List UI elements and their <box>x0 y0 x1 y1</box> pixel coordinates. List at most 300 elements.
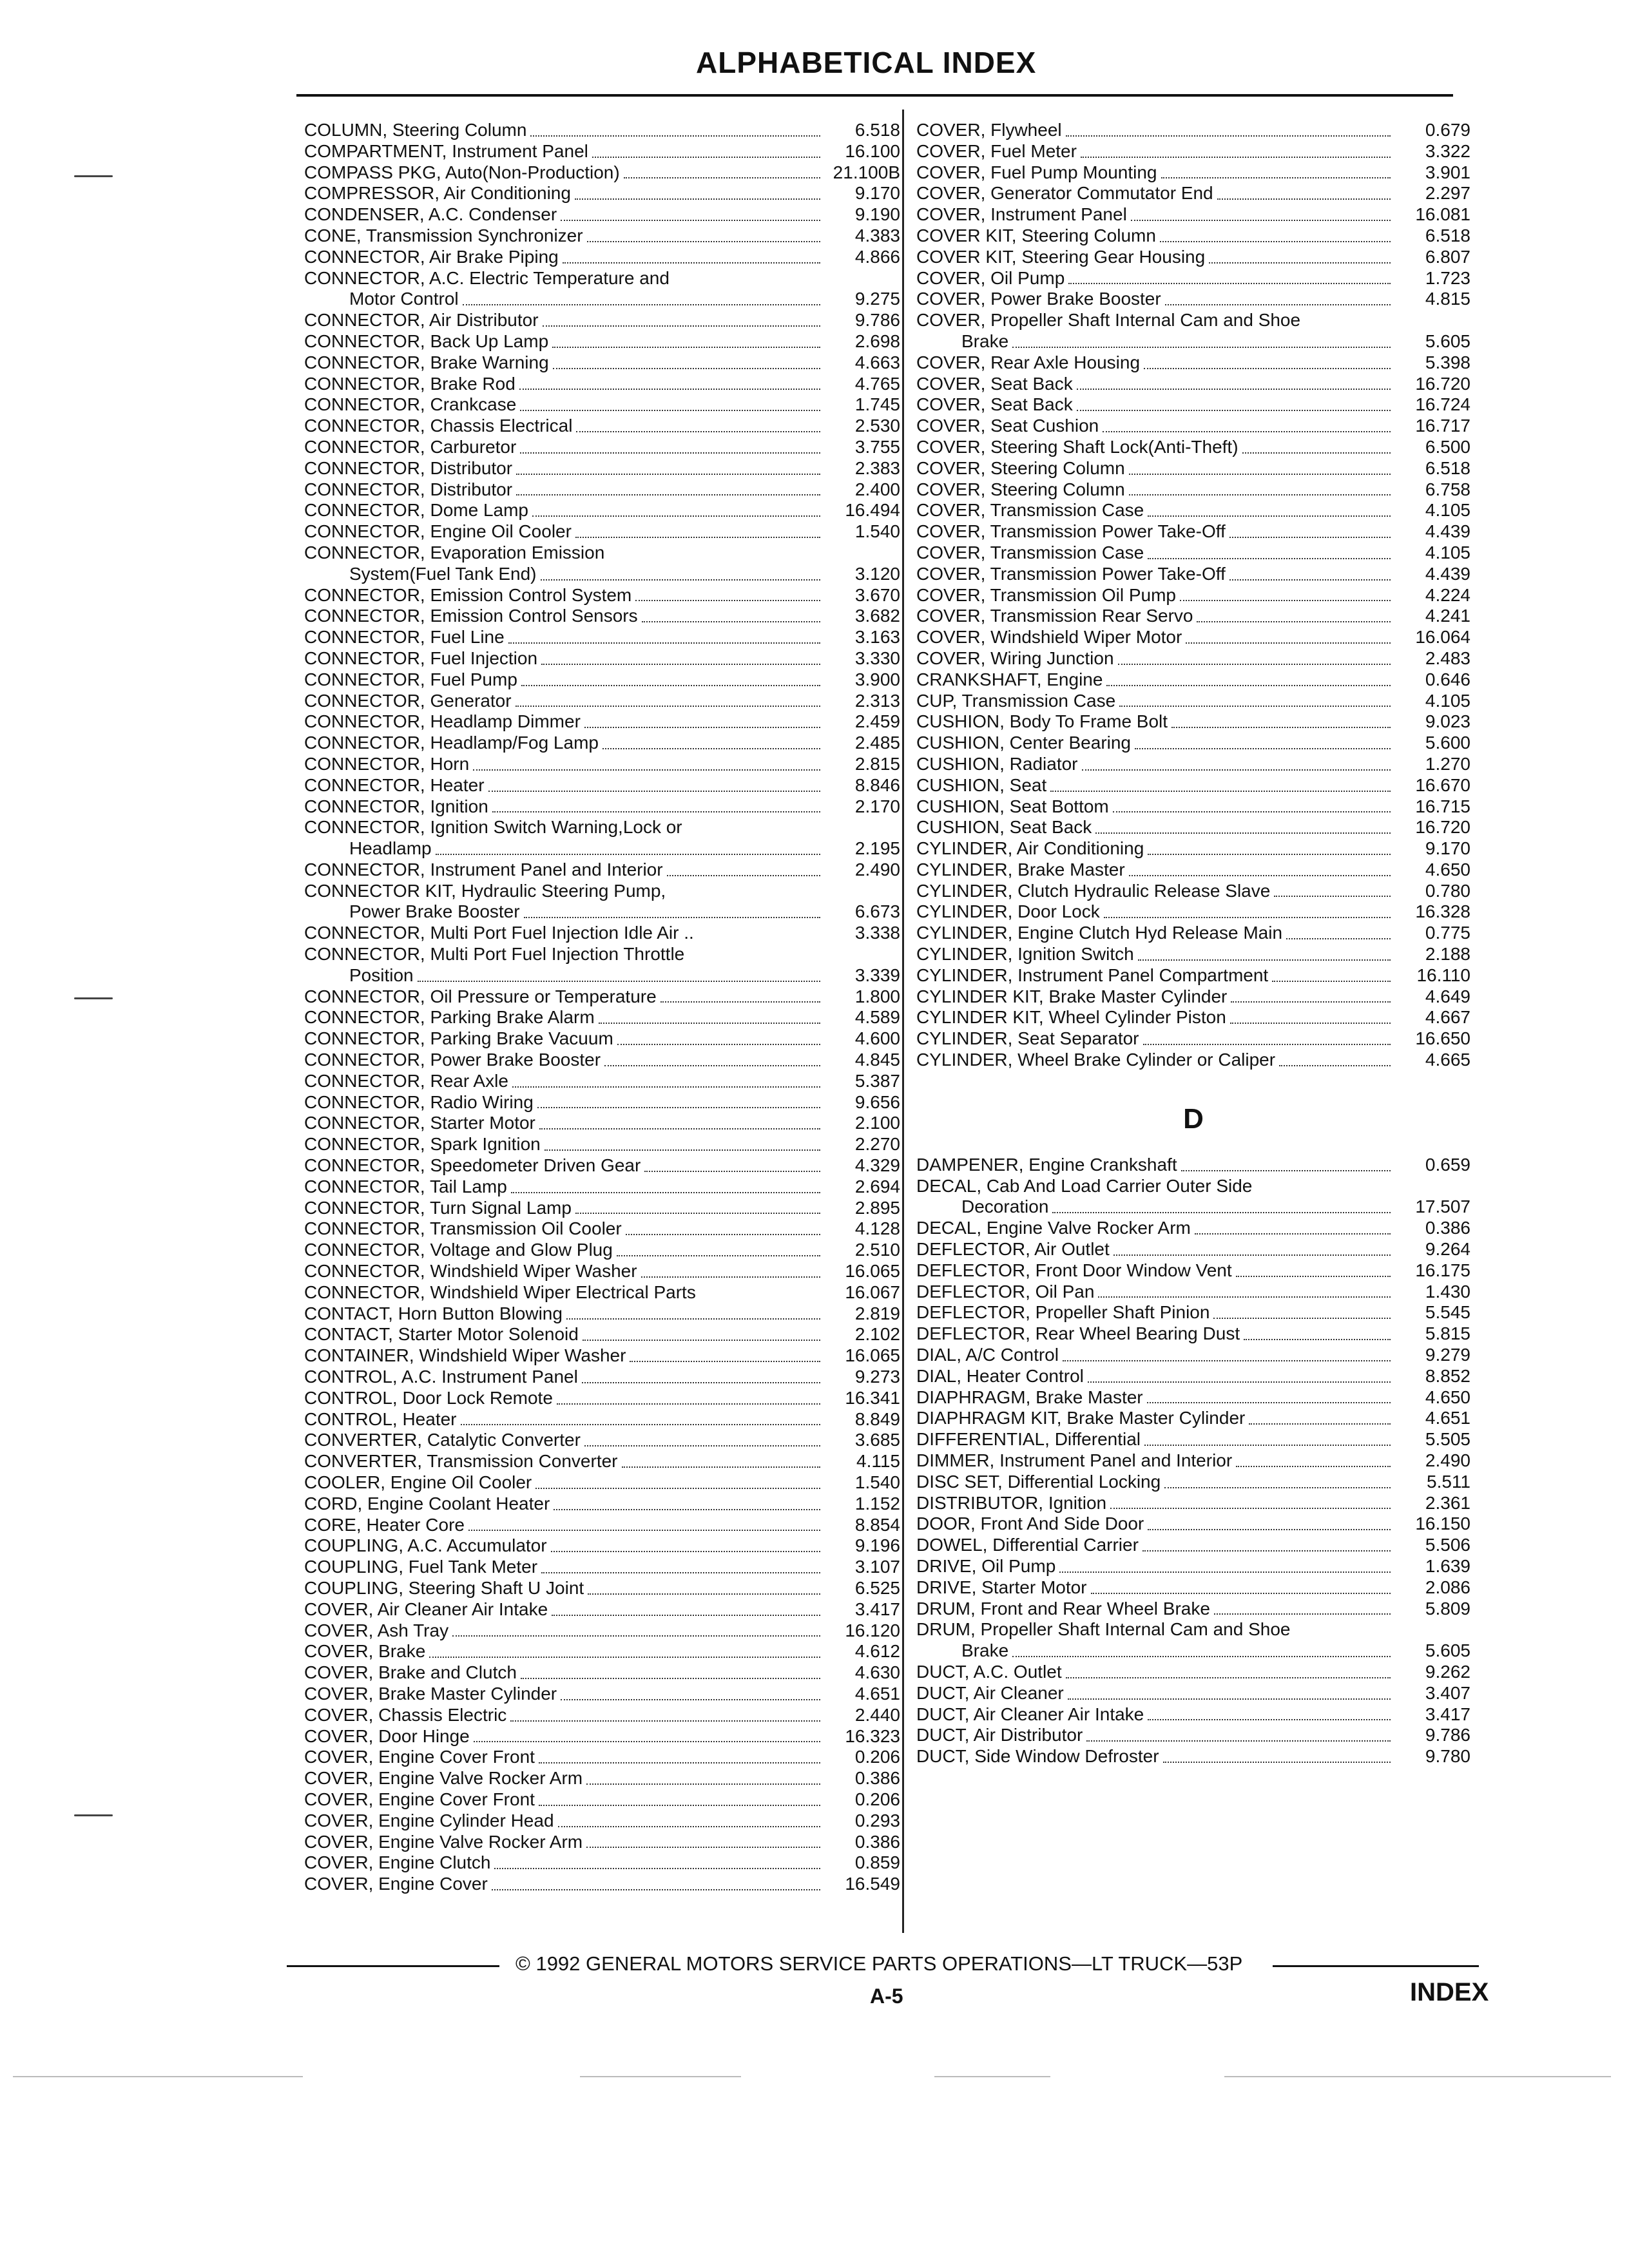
entry-name: DIFFERENTIAL, Differential <box>916 1429 1141 1450</box>
index-entry <box>916 141 1470 162</box>
entry-name: CONNECTOR, Windshield Wiper Electrical Parts <box>304 1282 696 1302</box>
entry-section-ref: 9.656 <box>854 1091 900 1112</box>
index-entry <box>304 1430 900 1451</box>
index-entry <box>304 1303 900 1325</box>
index-entry <box>916 1704 1470 1725</box>
dot-leader <box>1186 642 1391 644</box>
index-entry <box>916 606 1470 627</box>
entry-name: CONE, Transmission Synchronizer <box>304 225 583 245</box>
dot-leader <box>1131 220 1391 221</box>
dot-leader <box>1052 1212 1391 1213</box>
entry-section-ref: 9.275 <box>854 289 900 309</box>
entry-name: COVER, Transmission Power Take-Off <box>916 563 1226 584</box>
index-entry <box>916 1535 1470 1556</box>
index-entry <box>304 1007 900 1028</box>
dot-leader <box>551 1551 820 1552</box>
dot-leader <box>584 1445 820 1446</box>
entry-name: DUCT, A.C. Outlet <box>916 1661 1062 1682</box>
index-entry <box>916 1050 1470 1071</box>
entry-section-ref: 8.846 <box>854 774 900 795</box>
entry-section-ref: 4.765 <box>854 373 900 394</box>
entry-section-ref: 5.600 <box>1425 733 1470 753</box>
entry-section-ref: 4.650 <box>1425 859 1470 879</box>
entry-name: CONNECTOR, Generator <box>304 690 512 711</box>
entry-section-ref: 3.120 <box>854 563 900 584</box>
dot-leader <box>604 1065 820 1066</box>
dot-leader <box>602 748 820 749</box>
index-entry <box>916 1619 1470 1640</box>
entry-section-ref: 2.815 <box>854 753 900 774</box>
scan-edge-line <box>13 2076 303 2077</box>
entry-section-ref: 4.612 <box>854 1641 900 1662</box>
index-entry <box>304 901 900 923</box>
entry-name: COMPARTMENT, Instrument Panel <box>304 140 588 161</box>
index-entry <box>304 1345 900 1367</box>
dot-leader <box>1050 791 1391 792</box>
entry-name: CYLINDER, Seat Separator <box>916 1028 1139 1049</box>
dot-leader <box>545 1149 820 1151</box>
index-entry <box>304 965 900 986</box>
index-entry <box>304 1599 900 1620</box>
entry-name: COVER, Brake <box>304 1641 426 1662</box>
index-entry <box>916 1218 1470 1239</box>
entry-name: COVER, Engine Valve Rocker Arm <box>304 1768 583 1789</box>
dot-leader <box>1148 854 1391 855</box>
dot-leader <box>1063 1360 1391 1361</box>
entry-section-ref: 0.775 <box>1425 923 1470 943</box>
index-entry <box>304 1409 900 1430</box>
scan-edge-line <box>1224 2076 1611 2077</box>
dot-leader <box>1286 938 1391 939</box>
entry-section-ref: 2.195 <box>854 838 900 859</box>
dot-leader <box>1104 917 1391 918</box>
left-index-column <box>304 120 900 1895</box>
entry-name: COVER, Transmission Case <box>916 500 1144 521</box>
entry-name: DEFLECTOR, Air Outlet <box>916 1239 1110 1260</box>
dot-leader <box>667 875 820 876</box>
index-entry <box>916 711 1470 733</box>
index-entry <box>916 1155 1470 1176</box>
dot-leader <box>452 1635 820 1637</box>
index-entry <box>304 1684 900 1705</box>
entry-section-ref: 16.110 <box>1416 965 1470 985</box>
dot-leader <box>541 1572 820 1573</box>
entry-name: COVER, Door Hinge <box>304 1725 470 1746</box>
index-entry <box>304 944 900 965</box>
entry-name: COVER, Power Brake Booster <box>916 289 1161 309</box>
entry-section-ref: 0.206 <box>854 1747 900 1767</box>
entry-section-ref: 16.494 <box>845 500 900 521</box>
entry-section-ref: 4.439 <box>1425 563 1470 584</box>
entry-name: CONNECTOR, Ignition Switch Warning,Lock or <box>304 817 682 838</box>
index-entry <box>304 183 900 204</box>
dot-leader <box>492 811 820 812</box>
entry-section-ref: 6.500 <box>1425 436 1470 457</box>
dot-leader <box>418 981 820 982</box>
entry-name: DIAL, A/C Control <box>916 1345 1059 1365</box>
entry-name: CYLINDER, Ignition Switch <box>916 944 1134 965</box>
index-entry <box>916 838 1470 860</box>
entry-name: CONNECTOR, Brake Warning <box>304 352 549 372</box>
index-entry <box>304 1092 900 1113</box>
index-entry <box>304 1620 900 1642</box>
dot-leader <box>622 1466 821 1468</box>
entry-name: CONNECTOR, Instrument Panel and Interior <box>304 859 663 879</box>
entry-name: DECAL, Engine Valve Rocker Arm <box>916 1218 1191 1238</box>
footer-rule-left <box>287 1965 499 1967</box>
entry-section-ref: 3.417 <box>854 1599 900 1619</box>
entry-name: CONNECTOR KIT, Hydraulic Steering Pump, <box>304 880 666 901</box>
dot-leader <box>599 1023 820 1024</box>
entry-section-ref: 0.646 <box>1425 669 1470 689</box>
entry-name: COUPLING, Steering Shaft U Joint <box>304 1577 584 1598</box>
page-title: ALPHABETICAL INDEX <box>696 46 1037 79</box>
dot-leader <box>520 452 820 454</box>
entry-section-ref: 2.361 <box>1425 1492 1470 1513</box>
entry-section-ref: 16.064 <box>1415 627 1470 648</box>
entry-section-ref: 0.780 <box>1425 880 1470 901</box>
dot-leader <box>541 579 821 581</box>
entry-name: DEFLECTOR, Oil Pan <box>916 1281 1095 1302</box>
entry-name: DIAL, Heater Control <box>916 1365 1084 1386</box>
entry-section-ref: 5.505 <box>1425 1429 1470 1450</box>
entry-name: CONNECTOR, A.C. Electric Temperature and <box>304 267 670 288</box>
index-entry <box>304 226 900 247</box>
entry-section-ref: 16.065 <box>845 1345 900 1366</box>
entry-name: CONTROL, Door Lock Remote <box>304 1387 553 1408</box>
entry-section-ref: 3.163 <box>854 627 900 648</box>
dot-leader <box>488 791 820 792</box>
entry-section-ref: 16.175 <box>1415 1260 1470 1280</box>
dot-leader <box>1147 1402 1391 1403</box>
entry-name: COVER, Brake and Clutch <box>304 1662 517 1683</box>
dot-leader <box>583 1340 820 1341</box>
entry-section-ref: 6.518 <box>1425 457 1470 478</box>
index-entry <box>916 416 1470 437</box>
index-entry <box>304 986 900 1008</box>
dot-leader <box>624 177 820 178</box>
dot-leader <box>1106 685 1391 686</box>
dot-leader <box>584 727 820 728</box>
index-entry <box>304 543 900 564</box>
dot-leader <box>641 1276 820 1278</box>
entry-section-ref: 2.313 <box>854 690 900 711</box>
index-entry <box>304 754 900 775</box>
dot-leader <box>474 1741 820 1742</box>
entry-section-ref: 0.859 <box>854 1852 900 1873</box>
entry-section-ref: 0.386 <box>1425 1218 1470 1238</box>
dot-leader <box>1143 1044 1391 1045</box>
entry-section-ref: 6.525 <box>854 1577 900 1598</box>
entry-section-ref: 4.665 <box>1425 1050 1470 1070</box>
entry-section-ref: 2.698 <box>854 331 900 351</box>
dot-leader <box>576 431 820 432</box>
index-entry <box>304 817 900 838</box>
index-entry <box>304 500 900 521</box>
entry-section-ref: 9.786 <box>1425 1725 1470 1745</box>
dot-leader <box>1012 347 1391 348</box>
index-entry <box>304 1557 900 1578</box>
index-entry <box>304 711 900 733</box>
dot-leader <box>532 515 820 517</box>
entry-section-ref: 2.440 <box>854 1704 900 1725</box>
entry-name: COVER, Engine Cover Front <box>304 1747 535 1767</box>
entry-section-ref: 5.511 <box>1427 1471 1470 1492</box>
entry-section-ref: 2.485 <box>854 733 900 753</box>
index-entry <box>304 1071 900 1092</box>
dot-leader <box>1195 1233 1391 1235</box>
dot-leader <box>1129 474 1391 475</box>
index-entry <box>304 394 900 416</box>
entry-name: DAMPENER, Engine Crankshaft <box>916 1154 1177 1175</box>
entry-section-ref: 9.190 <box>854 204 900 225</box>
dot-leader <box>630 1361 820 1362</box>
dot-leader <box>1236 1466 1391 1467</box>
index-entry <box>916 374 1470 395</box>
dot-leader <box>1144 1445 1391 1446</box>
entry-section-ref: 3.685 <box>854 1430 900 1450</box>
index-entry <box>304 204 900 226</box>
entry-name: CONNECTOR, Emission Control Sensors <box>304 606 638 626</box>
entry-name: DIAPHRAGM, Brake Master <box>916 1387 1143 1407</box>
dot-leader <box>592 157 820 158</box>
index-entry <box>916 1345 1470 1366</box>
dot-leader <box>1088 1381 1391 1383</box>
index-entry <box>916 733 1470 754</box>
index-entry <box>304 564 900 585</box>
entry-section-ref: 4.630 <box>854 1662 900 1683</box>
entry-name: CYLINDER, Air Conditioning <box>916 838 1144 859</box>
entry-name: Brake <box>961 1640 1009 1661</box>
index-entry <box>916 1450 1470 1472</box>
entry-name: COVER, Engine Cover <box>304 1874 488 1894</box>
index-entry <box>304 1811 900 1832</box>
entry-section-ref: 3.330 <box>854 648 900 668</box>
index-entry <box>304 120 900 141</box>
dot-leader <box>566 1318 820 1320</box>
page-number: A-5 <box>870 1984 903 2008</box>
entry-name: CUSHION, Seat Bottom <box>916 796 1109 816</box>
entry-name: COVER, Engine Cover Front <box>304 1789 535 1809</box>
entry-name: CONTROL, A.C. Instrument Panel <box>304 1367 578 1387</box>
entry-section-ref: 2.490 <box>1425 1450 1470 1471</box>
dot-leader <box>1098 1296 1391 1298</box>
entry-name: DRIVE, Starter Motor <box>916 1577 1087 1597</box>
entry-section-ref: 3.670 <box>854 584 900 605</box>
entry-name: CONNECTOR, Horn <box>304 753 470 774</box>
entry-section-ref: 4.649 <box>1425 986 1470 1006</box>
entry-section-ref: 1.540 <box>854 521 900 542</box>
dot-leader <box>537 1107 820 1108</box>
index-entry <box>916 965 1470 986</box>
entry-name: CORD, Engine Coolant Heater <box>304 1493 550 1514</box>
dot-leader <box>1148 1719 1391 1720</box>
index-entry <box>916 923 1470 944</box>
entry-name: CONNECTOR, Fuel Pump <box>304 669 517 689</box>
entry-name: CONNECTOR, Multi Port Fuel Injection Idle Air .. <box>304 923 694 943</box>
entry-section-ref: 4.329 <box>854 1155 900 1176</box>
index-entry <box>304 796 900 818</box>
dot-leader <box>1066 135 1391 137</box>
entry-section-ref: 2.895 <box>854 1197 900 1218</box>
index-entry <box>916 1028 1470 1050</box>
index-entry <box>304 1451 900 1472</box>
entry-section-ref: 3.900 <box>854 669 900 689</box>
dot-leader <box>508 642 820 644</box>
index-entry <box>916 1196 1470 1218</box>
entry-name: CONNECTOR, Brake Rod <box>304 373 516 394</box>
entry-section-ref: 16.067 <box>845 1282 900 1302</box>
dot-leader <box>1068 1698 1391 1700</box>
entry-name: CONNECTOR, Back Up Lamp <box>304 331 549 351</box>
index-entry <box>916 183 1470 204</box>
entry-section-ref: 5.605 <box>1425 1640 1470 1661</box>
index-entry <box>916 1007 1470 1028</box>
entry-section-ref: 0.293 <box>854 1810 900 1831</box>
entry-name: CYLINDER KIT, Wheel Cylinder Piston <box>916 1007 1226 1028</box>
entry-section-ref: 4.105 <box>1425 690 1470 711</box>
dot-leader <box>1142 1550 1391 1552</box>
index-entry <box>916 226 1470 247</box>
entry-section-ref: 5.545 <box>1425 1302 1470 1323</box>
dot-leader <box>539 1762 820 1763</box>
entry-name: COVER, Oil Pump <box>916 267 1065 288</box>
dot-leader <box>1164 1487 1391 1488</box>
dot-leader <box>524 917 820 918</box>
entry-section-ref: 1.270 <box>1425 753 1470 774</box>
entry-section-ref: 3.682 <box>854 606 900 626</box>
entry-name: COOLER, Engine Oil Cooler <box>304 1472 532 1492</box>
dot-leader <box>520 410 820 411</box>
index-entry <box>916 1725 1470 1746</box>
index-entry <box>916 521 1470 543</box>
index-entry <box>916 860 1470 881</box>
index-entry <box>916 1493 1470 1514</box>
index-entry <box>916 289 1470 310</box>
index-entry <box>304 669 900 691</box>
entry-section-ref: 16.341 <box>845 1387 900 1408</box>
entry-name: DEFLECTOR, Propeller Shaft Pinion <box>916 1302 1210 1323</box>
entry-section-ref: 16.724 <box>1415 394 1470 415</box>
entry-name: DUCT, Air Cleaner <box>916 1682 1064 1703</box>
entry-name: COVER KIT, Steering Column <box>916 225 1156 245</box>
dot-leader <box>1103 431 1391 432</box>
entry-section-ref: 5.398 <box>1425 352 1470 372</box>
entry-section-ref: 4.651 <box>1425 1408 1470 1428</box>
index-entry <box>916 162 1470 184</box>
dot-leader <box>1110 1508 1391 1509</box>
entry-name: DIAPHRAGM KIT, Brake Master Cylinder <box>916 1408 1246 1428</box>
entry-name: COVER, Ash Tray <box>304 1620 449 1640</box>
index-entry <box>916 479 1470 501</box>
entry-name: COLUMN, Steering Column <box>304 120 527 140</box>
entry-name: CONNECTOR, Ignition <box>304 796 488 816</box>
dot-leader <box>1129 875 1391 876</box>
entry-section-ref: 8.849 <box>854 1408 900 1429</box>
entry-section-ref: 0.659 <box>1425 1154 1470 1175</box>
entry-name: CONNECTOR, Chassis Electrical <box>304 416 573 436</box>
entry-name: COVER, Transmission Case <box>916 542 1144 562</box>
index-entry <box>916 394 1470 416</box>
index-entry <box>304 1282 900 1303</box>
entry-name: DRUM, Front and Rear Wheel Brake <box>916 1598 1210 1619</box>
index-entry <box>304 1789 900 1811</box>
entry-name: CONNECTOR, Rear Axle <box>304 1070 508 1091</box>
entry-name: CUP, Transmission Case <box>916 690 1116 711</box>
index-entry <box>304 1641 900 1662</box>
entry-name: CUSHION, Center Bearing <box>916 733 1132 753</box>
entry-name: CYLINDER, Brake Master <box>916 859 1125 879</box>
margin-tick <box>74 997 113 999</box>
entry-section-ref: 4.589 <box>854 1007 900 1028</box>
entry-name: CONNECTOR, Power Brake Booster <box>304 1050 601 1070</box>
dot-leader <box>1171 727 1391 728</box>
index-entry <box>916 120 1470 141</box>
index-entry <box>916 691 1470 712</box>
dot-leader <box>1077 389 1391 390</box>
entry-section-ref: 16.715 <box>1415 796 1470 816</box>
entry-name: CONNECTOR, Speedometer Driven Gear <box>304 1155 641 1176</box>
index-entry <box>304 1134 900 1155</box>
entry-section-ref: 2.086 <box>1425 1577 1470 1597</box>
index-entry <box>304 775 900 796</box>
entry-section-ref: 9.786 <box>854 310 900 331</box>
entry-name: COVER, Steering Column <box>916 457 1125 478</box>
entry-section-ref: 9.264 <box>1425 1239 1470 1260</box>
entry-name: CYLINDER KIT, Brake Master Cylinder <box>916 986 1228 1006</box>
entry-section-ref: 3.322 <box>1425 140 1470 161</box>
entry-name: Motor Control <box>349 289 459 309</box>
entry-section-ref: 9.279 <box>1425 1345 1470 1365</box>
entry-section-ref: 4.600 <box>854 1028 900 1049</box>
index-entry <box>916 1282 1470 1303</box>
index-entry <box>304 1324 900 1345</box>
index-entry <box>304 1050 900 1071</box>
entry-name: CONNECTOR, Emission Control System <box>304 584 632 605</box>
dot-leader <box>510 1720 820 1722</box>
entry-name: CONNECTOR, Parking Brake Alarm <box>304 1007 595 1028</box>
entry-name: CONNECTOR, Engine Oil Cooler <box>304 521 572 542</box>
index-entry <box>304 310 900 331</box>
entry-name: CONNECTOR, Dome Lamp <box>304 500 529 521</box>
footer-rule-right <box>1273 1965 1479 1967</box>
dot-leader <box>552 1615 820 1616</box>
index-entry <box>304 268 900 289</box>
entry-section-ref: 16.323 <box>845 1725 900 1746</box>
entry-section-ref: 9.196 <box>854 1535 900 1556</box>
entry-section-ref: 2.400 <box>854 479 900 499</box>
index-entry <box>916 775 1470 796</box>
index-entry <box>916 204 1470 226</box>
dot-leader <box>552 347 820 348</box>
entry-section-ref: 0.679 <box>1425 120 1470 140</box>
index-entry <box>916 1683 1470 1704</box>
index-entry <box>916 754 1470 775</box>
entry-section-ref: 16.650 <box>1415 1028 1470 1049</box>
entry-name: COVER, Steering Shaft Lock(Anti-Theft) <box>916 436 1239 457</box>
index-entry <box>304 458 900 479</box>
entry-section-ref: 4.845 <box>854 1050 900 1070</box>
entry-name: CUSHION, Seat Back <box>916 817 1092 838</box>
dot-leader <box>1181 1170 1391 1171</box>
entry-name: DUCT, Air Distributor <box>916 1725 1083 1745</box>
entry-section-ref: 16.670 <box>1415 774 1470 795</box>
entry-section-ref: 2.188 <box>1425 944 1470 965</box>
entry-name: Headlamp <box>349 838 432 859</box>
entry-section-ref: 2.530 <box>854 416 900 436</box>
index-entry <box>916 1556 1470 1577</box>
dot-leader <box>1213 1318 1391 1319</box>
